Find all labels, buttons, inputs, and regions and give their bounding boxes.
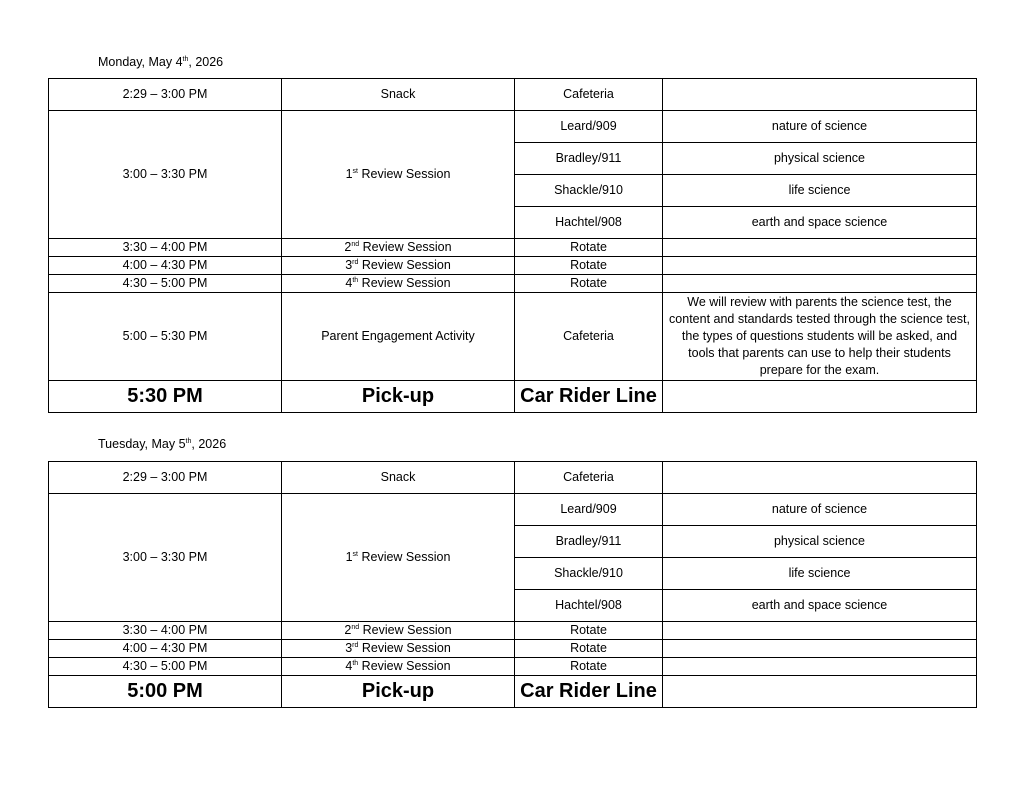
table-row [49,275,977,293]
note-cell [663,381,977,413]
activity-cell: 2nd Review Session [282,239,515,257]
activity-cell: 2nd Review Session [282,622,515,640]
location-cell: Bradley/911 [515,143,663,175]
time-cell: 4:00 – 4:30 PM [49,257,282,275]
tuesday-schedule-table [48,461,977,708]
table-row [49,239,977,257]
location-cell: Rotate [515,658,663,676]
pickup-time: 5:00 PM [49,676,282,708]
note-cell [663,79,977,111]
location-cell: Hachtel/908 [515,590,663,622]
topic-cell: nature of science [663,494,977,526]
topic-cell: earth and space science [663,590,977,622]
location-cell: Shackle/910 [515,558,663,590]
time-cell: 2:29 – 3:00 PM [49,79,282,111]
topic-cell: physical science [663,143,977,175]
pickup-activity: Pick-up [282,676,515,708]
location-cell: Rotate [515,640,663,658]
location-cell: Leard/909 [515,111,663,143]
tuesday-title: Tuesday, May 5th, 2026 [98,437,227,451]
note-cell [663,257,977,275]
pickup-location: Car Rider Line [515,381,663,413]
time-cell: 3:00 – 3:30 PM [49,111,282,239]
time-cell: 4:30 – 5:00 PM [49,658,282,676]
table-row [49,640,977,658]
table-row [49,257,977,275]
table-row [49,111,977,143]
table-row [49,494,977,526]
activity-cell: Snack [282,462,515,494]
pickup-time: 5:30 PM [49,381,282,413]
table-row [49,462,977,494]
activity-cell: 1st Review Session [282,111,515,239]
location-cell: Cafeteria [515,79,663,111]
activity-cell: 3rd Review Session [282,257,515,275]
topic-cell: earth and space science [663,207,977,239]
activity-cell: Snack [282,79,515,111]
location-cell: Rotate [515,257,663,275]
table-row [49,79,977,111]
note-cell [663,239,977,257]
location-cell: Bradley/911 [515,526,663,558]
note-cell [663,275,977,293]
monday-title: Monday, May 4th, 2026 [98,55,224,69]
activity-cell: 4th Review Session [282,658,515,676]
table-row [49,622,977,640]
location-cell: Leard/909 [515,494,663,526]
time-cell: 4:00 – 4:30 PM [49,640,282,658]
note-cell [663,658,977,676]
topic-cell: life science [663,175,977,207]
activity-cell: Parent Engagement Activity [282,293,515,381]
note-cell [663,622,977,640]
note-cell [663,462,977,494]
topic-cell: nature of science [663,111,977,143]
location-cell: Cafeteria [515,293,663,381]
table-row [49,293,977,381]
time-cell: 3:30 – 4:00 PM [49,622,282,640]
time-cell: 5:00 – 5:30 PM [49,293,282,381]
location-cell: Hachtel/908 [515,207,663,239]
pickup-row [49,676,977,708]
activity-cell: 4th Review Session [282,275,515,293]
location-cell: Cafeteria [515,462,663,494]
location-cell: Rotate [515,275,663,293]
table-row [49,658,977,676]
note-cell [663,640,977,658]
location-cell: Rotate [515,239,663,257]
pickup-activity: Pick-up [282,381,515,413]
topic-cell: life science [663,558,977,590]
time-cell: 3:30 – 4:00 PM [49,239,282,257]
time-cell: 4:30 – 5:00 PM [49,275,282,293]
pickup-location: Car Rider Line [515,676,663,708]
time-cell: 2:29 – 3:00 PM [49,462,282,494]
monday-schedule-table [48,78,977,413]
note-cell [663,676,977,708]
pickup-row [49,381,977,413]
parent-activity-note: We will review with parents the science test, the content and standards tested through the science test, the types of questions students will be asked, and tools that parents can use to help their students prepare for the exam. [663,293,977,381]
location-cell: Shackle/910 [515,175,663,207]
location-cell: Rotate [515,622,663,640]
activity-cell: 3rd Review Session [282,640,515,658]
time-cell: 3:00 – 3:30 PM [49,494,282,622]
topic-cell: physical science [663,526,977,558]
activity-cell: 1st Review Session [282,494,515,622]
